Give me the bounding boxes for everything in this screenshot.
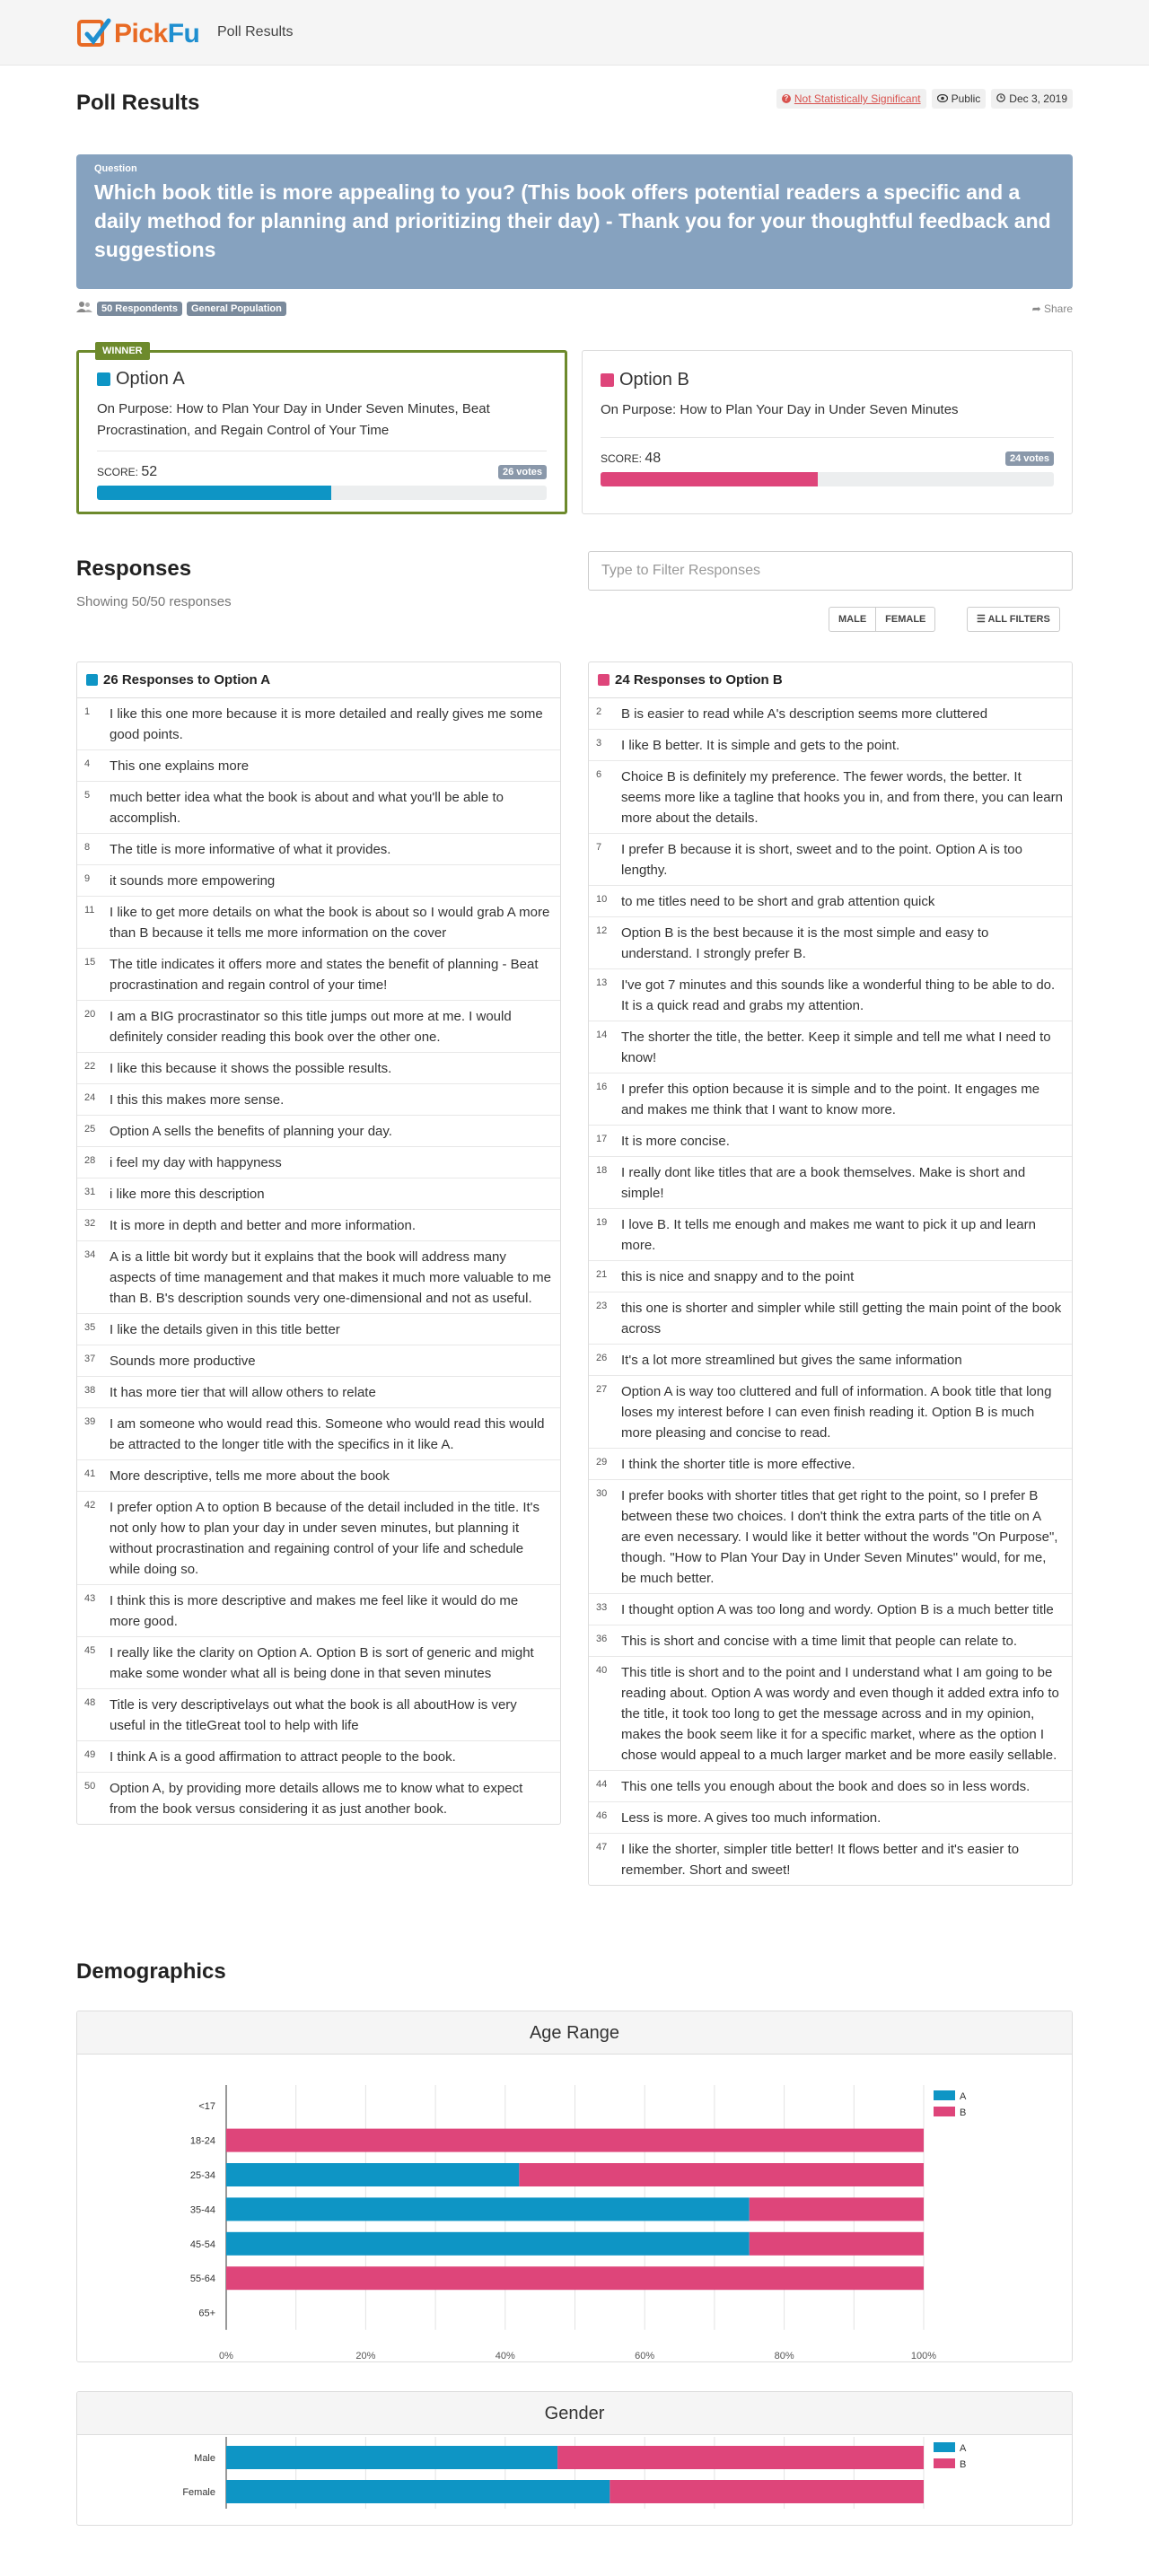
response-text: I thought option A was too long and wordy. Option B is a much better title bbox=[621, 1602, 1054, 1617]
response-text: Option A sells the benefits of planning your day. bbox=[110, 1124, 392, 1139]
legend-swatch-a bbox=[934, 2090, 955, 2100]
response-row bbox=[589, 1126, 1072, 1157]
response-text: The title indicates it offers more and states the benefit of planning - Beat procrastination and regain control of your time! bbox=[110, 957, 539, 993]
x-tick-label: 80% bbox=[774, 2350, 794, 2361]
age-range-chart-panel bbox=[76, 2011, 1073, 2362]
question-circle-icon: ? bbox=[782, 94, 791, 103]
filter-responses-input[interactable] bbox=[588, 551, 1073, 591]
response-number: 16 bbox=[596, 1082, 608, 1092]
response-number: 40 bbox=[596, 1665, 608, 1676]
share-icon: ➦ bbox=[1031, 302, 1041, 315]
response-number: 17 bbox=[596, 1134, 608, 1144]
option-a-votes: 26 votes bbox=[498, 465, 547, 479]
response-number: 4 bbox=[84, 758, 91, 769]
x-tick-label: 40% bbox=[495, 2350, 515, 2361]
response-text: I am a BIG procrastinator so this title jumps out more at me. I would definitely consider reading this book over the other one. bbox=[110, 1009, 512, 1045]
gender-chart-title: Gender bbox=[77, 2392, 1072, 2435]
response-number: 21 bbox=[596, 1269, 608, 1280]
response-row bbox=[77, 834, 560, 865]
response-text: Title is very descriptivelays out what the book is all aboutHow is very useful in the titleGreat tool to help with life bbox=[110, 1697, 517, 1733]
gender-filter-group bbox=[829, 607, 935, 632]
response-row bbox=[589, 1657, 1072, 1771]
response-text: The shorter the title, the better. Keep it simple and tell me what I need to know! bbox=[621, 1030, 1051, 1065]
response-row bbox=[589, 1261, 1072, 1292]
option-b-text: On Purpose: How to Plan Your Day in Under Seven Minutes bbox=[601, 402, 959, 417]
option-a-responses-panel bbox=[76, 662, 561, 1825]
bar-b-45-54 bbox=[750, 2232, 924, 2256]
response-text: This one explains more bbox=[110, 758, 250, 774]
response-text: I prefer B because it is short, sweet and to the point. Option A is too lengthy. bbox=[621, 842, 1022, 878]
response-text: Sounds more productive bbox=[110, 1354, 256, 1369]
option-b-swatch bbox=[598, 674, 610, 686]
response-row bbox=[77, 1147, 560, 1178]
response-row bbox=[77, 1689, 560, 1741]
response-row bbox=[77, 1345, 560, 1377]
response-row bbox=[77, 1492, 560, 1585]
female-filter-button[interactable]: FEMALE bbox=[876, 607, 935, 632]
option-b-name: Option B bbox=[619, 370, 689, 390]
option-b-card[interactable] bbox=[582, 350, 1073, 514]
response-row bbox=[77, 949, 560, 1001]
category-label: 55-64 bbox=[189, 2274, 215, 2285]
response-number: 38 bbox=[84, 1385, 96, 1396]
response-row bbox=[589, 698, 1072, 730]
response-row bbox=[589, 1449, 1072, 1480]
response-text: I think A is a good affirmation to attract people to the book. bbox=[110, 1749, 456, 1765]
response-number: 14 bbox=[596, 1030, 608, 1040]
score-label: SCORE: bbox=[97, 466, 139, 478]
response-text: to me titles need to be short and grab attention quick bbox=[621, 894, 935, 909]
gender-chart-panel bbox=[76, 2391, 1073, 2526]
response-number: 18 bbox=[596, 1165, 608, 1176]
bar-a-Female bbox=[226, 2480, 610, 2503]
audience-row bbox=[76, 301, 1073, 319]
response-row bbox=[589, 834, 1072, 886]
response-text: I like this because it shows the possible results. bbox=[110, 1061, 392, 1076]
winner-badge: WINNER bbox=[95, 342, 150, 360]
bar-b-35-44 bbox=[750, 2197, 924, 2221]
option-a-name: Option A bbox=[116, 369, 185, 389]
response-row bbox=[589, 1157, 1072, 1209]
option-a-card[interactable] bbox=[76, 346, 567, 514]
bar-b-55-64 bbox=[226, 2266, 924, 2290]
response-number: 34 bbox=[84, 1249, 96, 1260]
response-number: 23 bbox=[596, 1301, 608, 1311]
response-number: 33 bbox=[596, 1602, 608, 1613]
response-text: More descriptive, tells me more about the book bbox=[110, 1468, 390, 1484]
response-text: I love B. It tells me enough and makes me want to pick it up and learn more. bbox=[621, 1217, 1036, 1253]
response-row bbox=[589, 1625, 1072, 1657]
category-label: 18-24 bbox=[189, 2135, 215, 2147]
response-text: I prefer this option because it is simple and to the point. It engages me and makes me think that I want to know more. bbox=[621, 1082, 1040, 1117]
responses-title: Responses bbox=[76, 556, 192, 581]
legend-swatch-b bbox=[934, 2107, 955, 2116]
response-text: Choice B is definitely my preference. The fewer words, the better. It seems more like a tagline that hooks you in, and from there, you can learn more about the details. bbox=[621, 769, 1063, 826]
question-text: Which book title is more appealing to you? (This book offers potential readers a specific and a daily method for planning and prioritizing their day) - Thank you for your thoughtful feedback and suggestions bbox=[94, 180, 1051, 261]
x-tick-label: 100% bbox=[910, 2350, 937, 2361]
response-number: 9 bbox=[84, 873, 91, 884]
response-row bbox=[77, 1377, 560, 1408]
response-number: 37 bbox=[84, 1354, 96, 1364]
response-number: 27 bbox=[596, 1384, 608, 1395]
demographics-header bbox=[76, 1959, 1073, 1985]
response-row bbox=[589, 1802, 1072, 1834]
response-text: I really like the clarity on Option A. Option B is sort of generic and might make some wonder what all is being done in that seven minutes bbox=[110, 1645, 534, 1681]
response-row bbox=[589, 1209, 1072, 1261]
page-title: Poll Results bbox=[76, 91, 200, 115]
response-row bbox=[77, 1773, 560, 1824]
users-icon bbox=[76, 301, 92, 316]
response-number: 35 bbox=[84, 1322, 96, 1333]
response-row bbox=[77, 1460, 560, 1492]
response-number: 28 bbox=[84, 1155, 96, 1166]
response-text: I like the shorter, simpler title better! It flows better and it's easier to remember. Short and sweet! bbox=[621, 1842, 1020, 1878]
response-number: 29 bbox=[596, 1457, 608, 1468]
response-number: 41 bbox=[84, 1468, 96, 1479]
response-row bbox=[589, 1376, 1072, 1449]
option-b-swatch bbox=[601, 373, 614, 387]
response-number: 46 bbox=[596, 1810, 608, 1821]
response-text: Option A, by providing more details allows me to know what to expect from the book versus considering it as just another book. bbox=[110, 1781, 523, 1817]
response-number: 50 bbox=[84, 1781, 96, 1792]
response-row bbox=[589, 1021, 1072, 1073]
response-row bbox=[589, 1480, 1072, 1594]
response-number: 43 bbox=[84, 1593, 96, 1604]
response-row bbox=[77, 1637, 560, 1689]
response-text: I am someone who would read this. Someone who would read this would be attracted to the longer title with the specifics in it like A. bbox=[110, 1416, 545, 1452]
response-row bbox=[77, 698, 560, 750]
response-text: I think the shorter title is more effective. bbox=[621, 1457, 855, 1472]
response-text: this is nice and snappy and to the point bbox=[621, 1269, 855, 1284]
response-row bbox=[77, 1084, 560, 1116]
response-row bbox=[589, 1834, 1072, 1885]
response-text: I like to get more details on what the book is about so I would grab A more than B because it tells me more information on the cover bbox=[110, 905, 550, 941]
option-a-responses-list bbox=[77, 698, 560, 1824]
pickfu-logo[interactable] bbox=[76, 16, 199, 52]
showing-count: Showing 50/50 responses bbox=[76, 594, 232, 609]
response-number: 13 bbox=[596, 977, 608, 988]
response-row bbox=[77, 897, 560, 949]
response-text: I this this makes more sense. bbox=[110, 1092, 285, 1108]
bar-a-35-44 bbox=[226, 2197, 750, 2221]
response-text: I prefer option A to option B because of the detail included in the title. It's not only how to plan your day in under seven minutes, but planning it without procrastination and regaining control of your life and schedule while doing so. bbox=[110, 1500, 540, 1577]
response-number: 2 bbox=[596, 706, 602, 717]
response-text: I really dont like titles that are a book themselves. Make is short and simple! bbox=[621, 1165, 1026, 1201]
demographics-title: Demographics bbox=[76, 1959, 226, 1984]
bar-b-25-34 bbox=[519, 2163, 924, 2186]
option-a-text: On Purpose: How to Plan Your Day in Under Seven Minutes, Beat Procrastination, and Regain Control of Your Time bbox=[97, 401, 490, 438]
respondents-tag: 50 Respondents bbox=[97, 302, 182, 316]
option-a-swatch bbox=[86, 674, 98, 686]
legend-label-b: B bbox=[960, 2459, 967, 2470]
response-row bbox=[77, 782, 560, 834]
bar-b-Male bbox=[557, 2446, 924, 2469]
x-tick-label: 0% bbox=[219, 2350, 233, 2361]
share-link[interactable]: ➦ Share bbox=[1031, 302, 1073, 315]
response-number: 8 bbox=[84, 842, 91, 853]
response-number: 5 bbox=[84, 790, 91, 801]
response-row bbox=[77, 1585, 560, 1637]
response-row bbox=[589, 1292, 1072, 1345]
option-a-score-bar bbox=[97, 486, 547, 500]
response-row bbox=[589, 1594, 1072, 1625]
response-row bbox=[77, 1178, 560, 1210]
bar-b-18-24 bbox=[226, 2129, 924, 2152]
response-number: 19 bbox=[596, 1217, 608, 1228]
response-row bbox=[77, 750, 560, 782]
top-navbar bbox=[0, 0, 1149, 66]
option-b-votes: 24 votes bbox=[1005, 451, 1054, 466]
response-number: 47 bbox=[596, 1842, 608, 1853]
response-text: i like more this description bbox=[110, 1187, 265, 1202]
visibility-badge: Public bbox=[932, 89, 987, 109]
question-box bbox=[76, 154, 1073, 289]
response-text: It is more concise. bbox=[621, 1134, 730, 1149]
response-row bbox=[77, 865, 560, 897]
response-number: 45 bbox=[84, 1645, 96, 1656]
option-b-score-bar bbox=[601, 472, 1054, 486]
response-number: 15 bbox=[84, 957, 96, 968]
date-badge: Dec 3, 2019 bbox=[991, 89, 1073, 109]
score-label: SCORE: bbox=[601, 452, 643, 465]
category-label: Male bbox=[194, 2453, 215, 2464]
response-number: 24 bbox=[84, 1092, 96, 1103]
question-box-wrap bbox=[76, 154, 1073, 289]
question-label: Question bbox=[94, 163, 137, 174]
response-row bbox=[589, 886, 1072, 917]
response-number: 10 bbox=[596, 894, 608, 905]
significance-badge[interactable]: ? Not Statistically Significant bbox=[776, 89, 926, 109]
bar-b-Female bbox=[610, 2480, 924, 2503]
response-number: 11 bbox=[84, 905, 95, 916]
response-number: 1 bbox=[84, 706, 91, 717]
legend-swatch-a bbox=[934, 2442, 955, 2452]
bar-a-25-34 bbox=[226, 2163, 519, 2186]
sliders-icon: ☰ bbox=[977, 614, 986, 625]
bar-a-45-54 bbox=[226, 2232, 750, 2256]
response-row bbox=[589, 1345, 1072, 1376]
response-text: I like B better. It is simple and gets to the point. bbox=[621, 738, 900, 753]
response-row bbox=[77, 1001, 560, 1053]
option-a-swatch bbox=[97, 372, 110, 386]
all-filters-button[interactable]: ☰ ALL FILTERS bbox=[967, 607, 1060, 632]
response-row bbox=[77, 1210, 560, 1241]
response-row bbox=[77, 1241, 560, 1314]
response-number: 26 bbox=[596, 1353, 608, 1363]
response-text: this one is shorter and simpler while still getting the main point of the book across bbox=[621, 1301, 1062, 1336]
response-text: I prefer books with shorter titles that get right to the point, so I prefer B between these two choices. I don't think the extra parts of the title on A are even necessary. I would like it better without the words "On Purpose", though. "How to Plan Your Day in Under Seven Minutes" would, for me, be much better. bbox=[621, 1488, 1058, 1586]
response-text: This is short and concise with a time limit that people can relate to. bbox=[621, 1634, 1018, 1649]
response-text: Less is more. A gives too much information. bbox=[621, 1810, 881, 1826]
category-label: 25-34 bbox=[189, 2170, 215, 2181]
response-row bbox=[589, 730, 1072, 761]
response-number: 44 bbox=[596, 1779, 608, 1790]
legend-label-b: B bbox=[960, 2107, 967, 2118]
response-row bbox=[589, 1073, 1072, 1126]
clock-icon bbox=[996, 92, 1005, 105]
response-row bbox=[77, 1116, 560, 1147]
response-row bbox=[77, 1053, 560, 1084]
response-text: It's a lot more streamlined but gives the same information bbox=[621, 1353, 962, 1368]
option-b-score: 48 bbox=[645, 451, 662, 466]
option-a-responses-heading: 26 Responses to Option A bbox=[77, 662, 560, 698]
response-row bbox=[589, 917, 1072, 969]
response-text: I like this one more because it is more detailed and really gives me some good points. bbox=[110, 706, 543, 742]
logo-check-icon bbox=[76, 16, 112, 52]
response-row bbox=[77, 1408, 560, 1460]
option-b-responses-heading: 24 Responses to Option B bbox=[589, 662, 1072, 698]
legend-label-a: A bbox=[960, 2091, 967, 2102]
logo-wordmark: PickFu bbox=[114, 19, 200, 48]
age-range-chart bbox=[77, 2055, 1073, 2361]
response-number: 42 bbox=[84, 1500, 96, 1511]
x-tick-label: 20% bbox=[355, 2350, 376, 2361]
bar-a-Male bbox=[226, 2446, 557, 2469]
response-text: The title is more informative of what it provides. bbox=[110, 842, 391, 857]
response-text: I've got 7 minutes and this sounds like a wonderful thing to be able to do. It is a quick read and grabs my attention. bbox=[621, 977, 1056, 1013]
option-b-responses-panel bbox=[588, 662, 1073, 1886]
response-text: it sounds more empowering bbox=[110, 873, 276, 889]
response-text: Option A is way too cluttered and full of information. A book title that long loses my interest before I can even finish reading it. Option B is much more pleasing and concise to read. bbox=[621, 1384, 1052, 1441]
response-number: 3 bbox=[596, 738, 602, 749]
response-row bbox=[77, 1314, 560, 1345]
response-text: much better idea what the book is about and what you'll be able to accomplish. bbox=[110, 790, 504, 826]
male-filter-button[interactable]: MALE bbox=[829, 607, 876, 632]
response-row bbox=[589, 761, 1072, 834]
response-row bbox=[77, 1741, 560, 1773]
population-tag: General Population bbox=[187, 302, 286, 316]
response-text: i feel my day with happyness bbox=[110, 1155, 282, 1170]
option-a-score: 52 bbox=[141, 464, 158, 479]
response-number: 48 bbox=[84, 1697, 96, 1708]
response-row bbox=[589, 969, 1072, 1021]
category-label: 65+ bbox=[198, 2308, 215, 2319]
option-b-responses-list bbox=[589, 698, 1072, 1885]
legend-swatch-b bbox=[934, 2458, 955, 2468]
response-text: I like the details given in this title better bbox=[110, 1322, 340, 1337]
category-label: Female bbox=[182, 2487, 215, 2498]
option-b-score-fill bbox=[601, 472, 818, 486]
response-number: 12 bbox=[596, 925, 608, 936]
gender-chart bbox=[77, 2435, 1073, 2525]
legend-label-a: A bbox=[960, 2443, 967, 2454]
response-text: It has more tier that will allow others to relate bbox=[110, 1385, 376, 1400]
response-number: 6 bbox=[596, 769, 602, 780]
category-label: <17 bbox=[198, 2101, 215, 2113]
x-tick-label: 60% bbox=[635, 2350, 655, 2361]
response-row bbox=[589, 1771, 1072, 1802]
response-text: This one tells you enough about the book and does so in less words. bbox=[621, 1779, 1031, 1794]
response-text: This title is short and to the point and I understand what I am going to be reading about. Option A was wordy and even though it added extra info to the title, it took too long to get the message across and in my opinion, makes the book seem like it for a specific market, where as the option I chose would appeal to a much larger market and be more easily sellable. bbox=[621, 1665, 1059, 1763]
response-number: 22 bbox=[84, 1061, 96, 1072]
response-number: 25 bbox=[84, 1124, 96, 1135]
response-number: 31 bbox=[84, 1187, 96, 1197]
response-text: I think this is more descriptive and makes me feel like it would do me more good. bbox=[110, 1593, 519, 1629]
category-label: 35-44 bbox=[189, 2204, 215, 2216]
nav-title: Poll Results bbox=[217, 24, 294, 39]
response-number: 32 bbox=[84, 1218, 96, 1229]
response-number: 36 bbox=[596, 1634, 608, 1644]
response-number: 30 bbox=[596, 1488, 608, 1499]
response-text: B is easier to read while A's description seems more cluttered bbox=[621, 706, 988, 722]
category-label: 45-54 bbox=[189, 2239, 215, 2250]
response-text: Option B is the best because it is the most simple and easy to understand. I strongly prefer B. bbox=[621, 925, 989, 961]
response-number: 39 bbox=[84, 1416, 96, 1427]
eye-icon bbox=[937, 92, 948, 105]
response-number: 20 bbox=[84, 1009, 96, 1020]
response-number: 7 bbox=[596, 842, 602, 853]
option-a-score-fill bbox=[97, 486, 331, 500]
response-text: A is a little bit wordy but it explains that the book will address many aspects of time management and that makes it much more valuable to me than B. B's description sounds very one-dimensional and not as useful. bbox=[110, 1249, 551, 1306]
response-number: 49 bbox=[84, 1749, 96, 1760]
title-row bbox=[76, 91, 1073, 118]
age-range-chart-title: Age Range bbox=[77, 2011, 1072, 2055]
response-text: It is more in depth and better and more information. bbox=[110, 1218, 417, 1233]
